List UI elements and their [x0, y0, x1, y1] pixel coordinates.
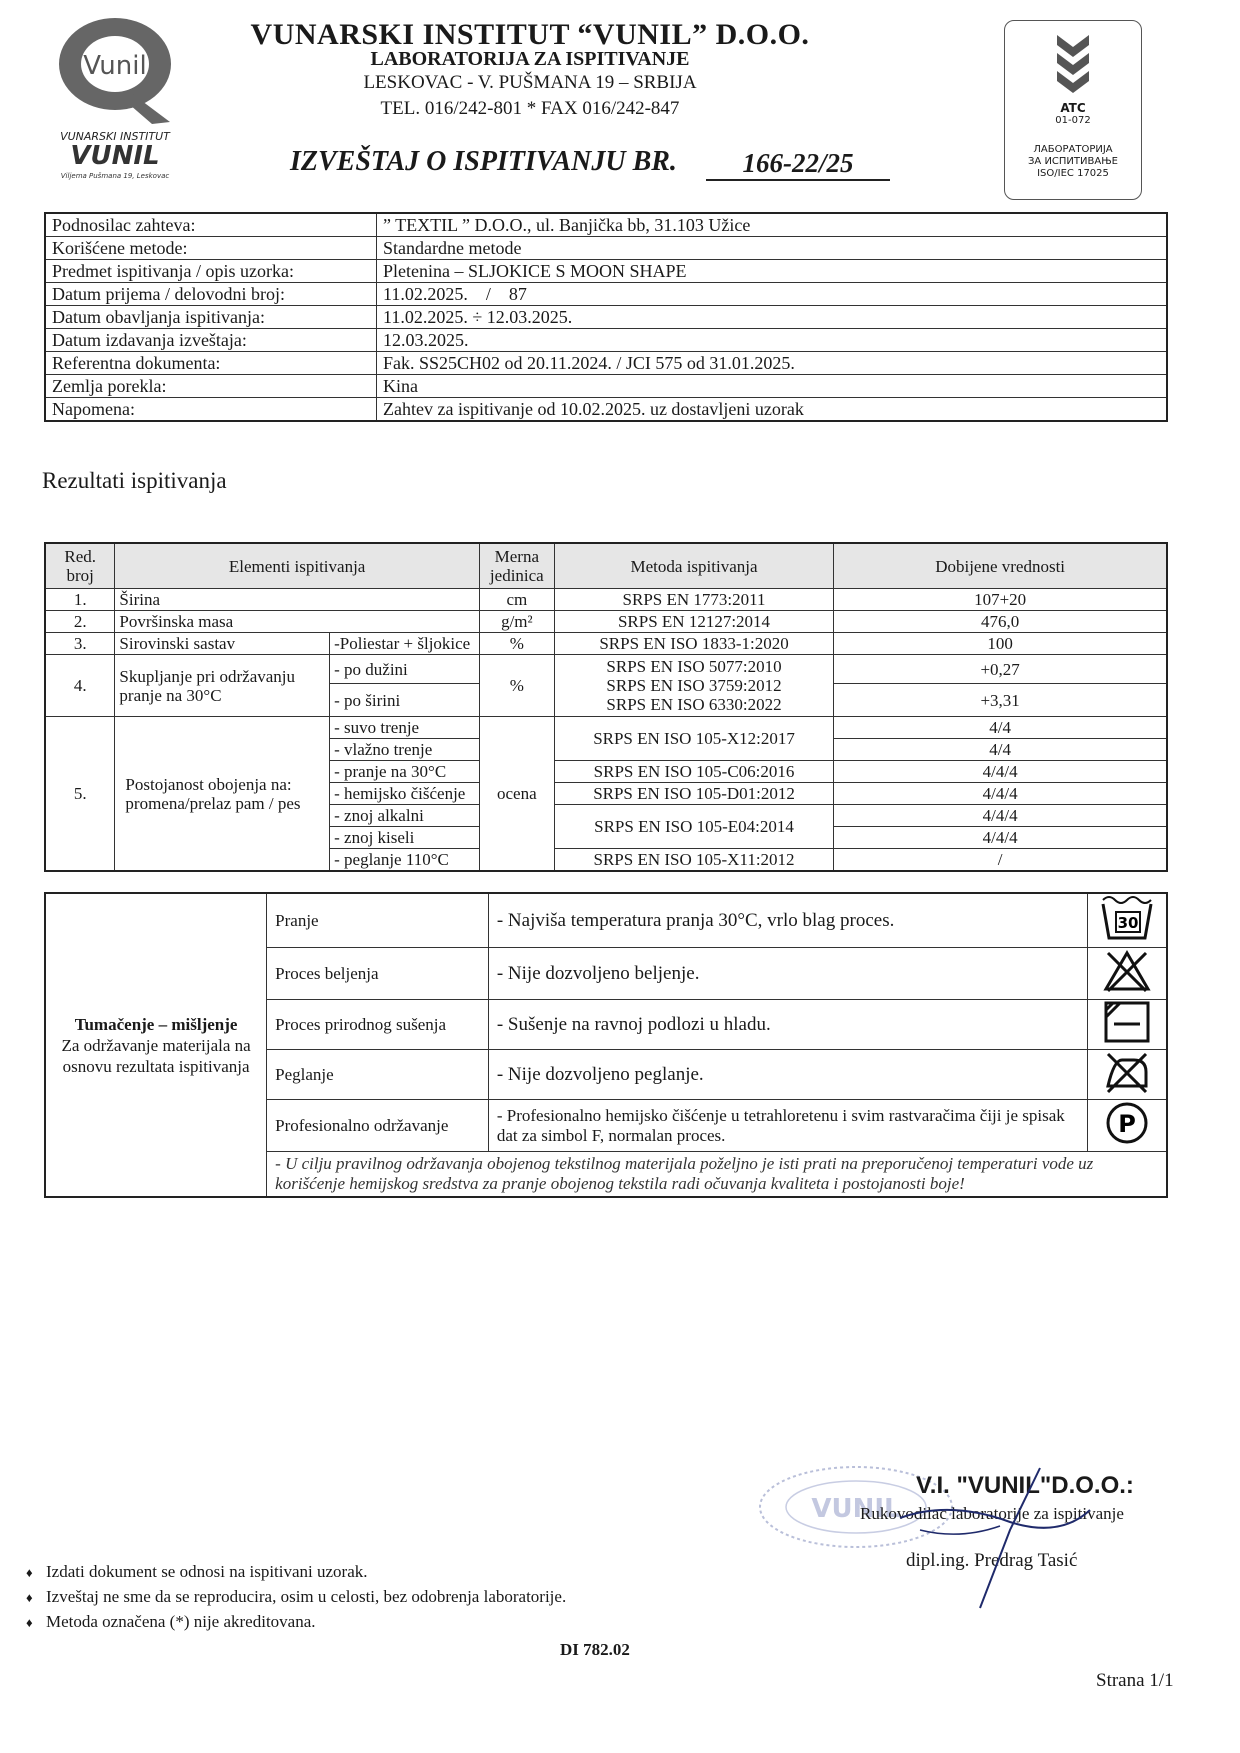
table-row: - znoj kiseli 4/4/4 [45, 827, 1167, 849]
atc-line2: ЗА ИСПИТИВАЊЕ [1028, 156, 1118, 167]
table-row: - peglanje 110°C SRPS EN ISO 105-X11:2012 / [45, 849, 1167, 872]
info-row: Podnosilac zahteva: ” TEXTIL ” D.O.O., ul. Banjička bb, 31.103 Užice [45, 213, 1167, 237]
handwritten-signature [860, 1460, 1120, 1610]
info-row: Datum obavljanja ispitivanja: 11.02.2025. ÷ 12.03.2025. [45, 306, 1167, 329]
report-number: 166-22/25 [706, 148, 890, 181]
atc-label: ATC [1060, 101, 1086, 115]
page-number: Strana 1/1 [1096, 1670, 1174, 1691]
svg-text:P: P [1117, 1110, 1136, 1138]
svg-text:30: 30 [1117, 914, 1139, 932]
info-row: Zemlja porekla: Kina [45, 375, 1167, 398]
svg-text:VUNARSKI INSTITUT: VUNARSKI INSTITUT [60, 130, 170, 143]
info-row: Napomena: Zahtev za ispitivanje od 10.02.2025. uz dostavljeni uzorak [45, 398, 1167, 422]
atc-line3: ISO/IEC 17025 [1037, 168, 1109, 179]
lab-name: LABORATORIJA ZA ISPITIVANJE [370, 48, 690, 70]
svg-text:VUNIL: VUNIL [811, 1494, 901, 1524]
care-row: Tumačenje – mišljenje Za održavanje materijala na osnovu rezultata ispitivanja Pranje - Najviša temperatura pranja 30°C, vrlo blag proces. 30 [45, 893, 1167, 948]
footer-note: ♦ Izveštaj ne sme da se reproducira, osim u celosti, bez odobrenja laboratorije. [26, 1585, 566, 1610]
table-row: - pranje na 30°C SRPS EN ISO 105-C06:2016 4/4/4 [45, 761, 1167, 783]
table-row: 5. Postojanost obojenja na: promena/prelaz pam / pes - suvo trenje ocena SRPS EN ISO 105-X12:2017 4/4 [45, 717, 1167, 739]
wash-30-icon [1087, 893, 1167, 948]
header-element: Elementi ispitivanja [115, 543, 479, 589]
care-note: - U cilju pravilnog održavanja obojenog tekstilnog materijala poželjno je isti prati na preporučenoj temperaturi vode uz korišćenje hemijskog sredstva za pranje obojenog tekstila radi očuvanja kvaliteta i postojanosti boje! [267, 1152, 1167, 1198]
document-code: DI 782.02 [560, 1640, 630, 1659]
info-row: Datum izdavanja izveštaja: 12.03.2025. [45, 329, 1167, 352]
table-row: - po širini +3,31 [45, 684, 1167, 717]
table-row: 3. Sirovinski sastav -Poliestar + šljokice % SRPS EN ISO 1833-1:2020 100 [45, 633, 1167, 655]
header-method: Metoda ispitivanja [554, 543, 833, 589]
atc-code: 01-072 [1055, 115, 1091, 126]
info-row: Datum prijema / delovodni broj: 11.02.2025. / 87 [45, 283, 1167, 306]
no-iron-icon [1087, 1050, 1167, 1100]
care-row: Profesionalno održavanje - Profesionalno hemijsko čišćenje u tetrahloretenu i svim rastvaračima čiji je spisak dat za simbol F, normalan proces. P [45, 1100, 1167, 1152]
results-table [44, 542, 1168, 872]
care-row: Peglanje - Nije dozvoljeno peglanje. [45, 1050, 1167, 1100]
institute-logo [40, 12, 190, 182]
header-unit: Merna jedinica [479, 543, 554, 589]
signature-name: dipl.ing. Predrag Tasić [906, 1550, 1078, 1571]
table-row: 1. Širina cm SRPS EN 1773:2011 107+20 [45, 589, 1167, 611]
svg-text:VUNIL: VUNIL [70, 141, 160, 171]
atc-line1: ЛАБОРАТОРИЈА [1033, 144, 1113, 155]
dry-flat-shade-icon [1087, 1000, 1167, 1050]
table-row: 2. Površinska masa g/m² SRPS EN 12127:2014 476,0 [45, 611, 1167, 633]
table-row: 4. Skupljanje pri održavanju pranje na 30°C - po dužini % SRPS EN ISO 5077:2010 SRPS EN ISO 3759:2012 SRPS EN ISO 6330:2022 +0,27 [45, 655, 1167, 684]
info-row: Referentna dokumenta: Fak. SS25CH02 od 20.11.2024. / JCI 575 od 31.01.2025. [45, 352, 1167, 375]
report-title: IZVEŠTAJ O ISPITIVANJU BR. [290, 146, 677, 177]
signature-role: Rukovodilac laboratorije za ispitivanje [860, 1504, 1124, 1523]
phone: TEL. 016/242-801 * FAX 016/242-847 [380, 98, 680, 119]
address: LESKOVAC - V. PUŠMANA 19 – SRBIJA [363, 72, 697, 93]
info-row: Predmet ispitivanja / opis uzorka: Pletenina – SLJOKICE S MOON SHAPE [45, 260, 1167, 283]
interpretation-heading: Tumačenje – mišljenje Za održavanje materijala na osnovu rezultata ispitivanja [45, 893, 267, 1197]
results-heading: Rezultati ispitivanja [42, 468, 227, 493]
svg-text:Vunil: Vunil [83, 51, 147, 81]
footer-notes [26, 1560, 566, 1635]
accreditation-badge [1004, 20, 1142, 200]
care-interpretation-table [44, 892, 1168, 1198]
svg-text:Viljema Pušmana 19, Leskovac: Viljema Pušmana 19, Leskovac [60, 172, 170, 180]
results-header-row [45, 543, 1167, 589]
table-row: - znoj alkalni SRPS EN ISO 105-E04:2014 4/4/4 [45, 805, 1167, 827]
footer-note: ♦ Metoda označena (*) nije akreditovana. [26, 1610, 566, 1635]
professional-clean-p-icon [1087, 1100, 1167, 1152]
request-info-table [44, 212, 1168, 422]
table-row: - vlažno trenje 4/4 [45, 739, 1167, 761]
info-row: Korišćene metode: Standardne metode [45, 237, 1167, 260]
atc-logo-icon [1043, 25, 1103, 95]
care-row: Proces prirodnog sušenja - Sušenje na ravnoj podlozi u hladu. [45, 1000, 1167, 1050]
table-row: - hemijsko čišćenje SRPS EN ISO 105-D01:2012 4/4/4 [45, 783, 1167, 805]
care-row: Proces beljenja - Nije dozvoljeno beljenje. [45, 948, 1167, 1000]
institute-name: VUNARSKI INSTITUT “VUNIL” D.O.O. [250, 18, 810, 51]
footer-note: ♦ Izdati dokument se odnosi na ispitivani uzorak. [26, 1560, 566, 1585]
header-value: Dobijene vrednosti [834, 543, 1167, 589]
no-bleach-icon [1087, 948, 1167, 1000]
header-no: Red. broj [45, 543, 115, 589]
signature-company: V.I. "VUNIL"D.O.O.: [916, 1472, 1134, 1499]
